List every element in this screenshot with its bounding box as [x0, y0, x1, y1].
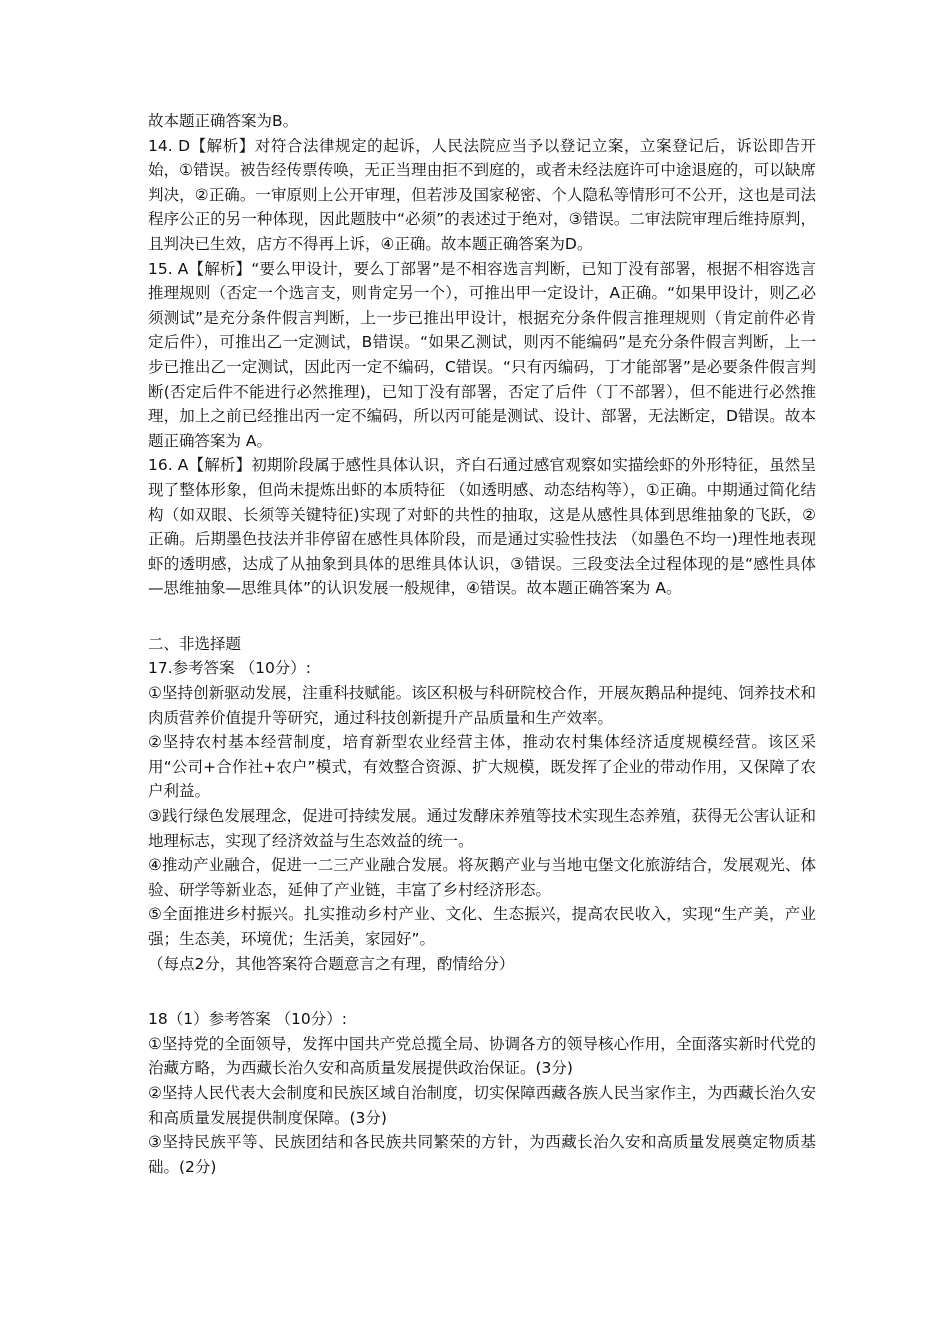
q18-header: 18（1）参考答案 （10分）:: [148, 1010, 347, 1029]
q18-point-2: ②坚持人民代表大会制度和民族区域自治制度，切实保障西藏各族人民当家作主，为西藏长治久安和高质量发展提供制度保障。(3分): [148, 1083, 816, 1127]
spacer: [148, 976, 816, 1007]
q17-point-5: ⑤全面推进乡村振兴。扎实推动乡村产业、文化、生态振兴，提高农民收入，实现“生产美，产业强；生态美，环境优；生活美，家园好”。: [148, 905, 816, 948]
q18-point-3: ③坚持民族平等、民族团结和各民族共同繁荣的方针，为西藏长治久安和高质量发展奠定物质基础。(2分): [148, 1133, 816, 1176]
q17-point-3: ③践行绿色发展理念，促进可持续发展。通过发酵床养殖等技术实现生态养殖，获得无公害认证和地理标志，实现了经济效益与生态效益的统一。: [148, 807, 816, 850]
answer-content: [148, 109, 816, 1179]
intro-line: 故本题正确答案为B。: [148, 112, 299, 130]
q17-point-2: ②坚持农村基本经营制度，培育新型农业经营主体，推动农村集体经济适度规模经营。该区采用“公司+合作社+农户”模式，有效整合资源、扩大规模，既发挥了企业的带动作用，又保障了农户利益。: [148, 733, 816, 801]
q17-point-4: ④推动产业融合，促进一二三产业融合发展。将灰鹅产业与当地屯堡文化旅游结合，发展观光、体验、研学等新业态，延伸了产业链，丰富了乡村经济形态。: [148, 856, 816, 899]
section-title: 二、非选择题: [148, 634, 242, 653]
q15-explanation: 15. A【解析】“要么甲设计，要么丁部署”是不相容选言判断，已知丁没有部署，根据不相容选言推理规则（否定一个选言支，则肯定另一个），可推出甲一定设计，A正确。“如果甲设计，则乙必须测试”是充分条件假言判断，上一步已推出甲设计，根据充分条件假言推理规则（肯定前件必肯定后件），可推出乙一定测试，B错误。“如果乙测试，则丙不能编码”是充分条件假言判断，上一步已推出乙一定测试，因此丙一定不编码，C错误。“只有丙编码，丁才能部署”是必要条件假言判断(否定后件不能进行必然推理)，已知丁没有部署，否定了后件（丁不部署），但不能进行必然推理，加上之前已经推出丙一定不编码，所以丙可能是测试、设计、部署，无法断定，D错误。故本题正确答案为 A。: [148, 259, 816, 450]
q17-header: 17.参考答案 （10分）:: [148, 659, 312, 678]
spacer: [148, 601, 816, 632]
q14-explanation: 14. D【解析】对符合法律规定的起诉，人民法院应当予以登记立案，立案登记后，诉讼即告开始，①错误。被告经传票传唤，无正当理由拒不到庭的，或者未经法庭许可中途退庭的，可以缺席判决，②正确。一审原则上公开审理，但若涉及国家秘密、个人隐私等情形可不公开，这也是司法程序公正的另一种体现，因此题肢中“必须”的表述过于绝对，③错误。二审法院审理后维持原判，且判决已生效，店方不得再上诉，④正确。故本题正确答案为D。: [148, 136, 816, 253]
q16-explanation: 16. A【解析】初期阶段属于感性具体认识，齐白石通过感官观察如实描绘虾的外形特征，虽然呈现了整体形象，但尚未提炼出虾的本质特征 （如透明感、动态结构等），①正确。中期通过简化结构（如双眼、长须等关键特征)实现了对虾的共性的抽取，这是从感性具体到思维抽象的飞跃，②正确。后期墨色技法并非停留在感性具体阶段，而是通过实验性技法 （如墨色不均一)理性地表现虾的透明感，达成了从抽象到具体的思维具体认识，③错误。三段变法全过程体现的是“感性具体—思维抽象—思维具体”的认识发展一般规律，④错误。故本题正确答案为 A。: [148, 456, 816, 598]
q18-point-1: ①坚持党的全面领导，发挥中国共产党总揽全局、协调各方的领导核心作用，全面落实新时代党的治藏方略，为西藏长治久安和高质量发展提供政治保证。(3分): [148, 1034, 816, 1078]
q17-point-1: ①坚持创新驱动发展，注重科技赋能。该区积极与科研院校合作，开展灰鹅品种提纯、饲养技术和肉质营养价值提升等研究，通过科技创新提升产品质量和生产效率。: [148, 684, 816, 727]
q17-scoring-note: （每点2分，其他答案符合题意言之有理，酌情给分）: [148, 954, 515, 973]
